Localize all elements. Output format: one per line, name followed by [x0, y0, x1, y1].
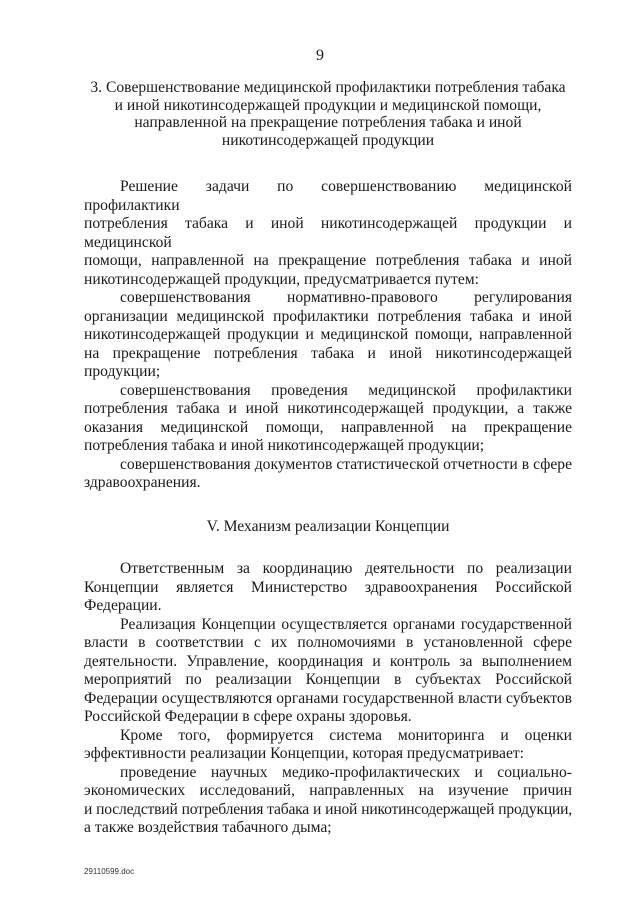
- paragraph-line: потребления табака и иной никотинсодержащей продукции и медицинской: [84, 215, 572, 251]
- paragraph: [84, 560, 572, 616]
- paragraph-line: помощи, направленной на прекращение потребления табака и иной: [84, 252, 572, 269]
- paragraph-line: Ответственным за координацию деятельности по реализации: [120, 560, 572, 577]
- paragraph-line: деятельности. Управление, координация и контроль за выполнением: [84, 652, 572, 670]
- paragraph: [84, 727, 572, 764]
- paragraph: [84, 289, 572, 382]
- heading-line: направленной на прекращение потребления табака и иной: [134, 114, 522, 131]
- page-content: [84, 79, 572, 838]
- paragraph-line: потребления табака и иной никотинсодержащей продукции;: [84, 437, 485, 454]
- paragraph-line: совершенствования проведения медицинской профилактики: [120, 381, 572, 399]
- paragraph-line: власти в соответствии с их полномочиями в установленной сфере: [84, 634, 572, 651]
- paragraph-line: совершенствования нормативно-правового регулирования: [120, 289, 572, 306]
- heading-line: 3. Совершенствование медицинской профилактики потребления табака: [90, 79, 566, 96]
- paragraph: [84, 456, 572, 493]
- paragraph-line: потребления табака и иной никотинсодержащей продукции, а также: [84, 400, 572, 417]
- paragraph: [84, 616, 572, 727]
- page-number: 9: [316, 47, 324, 64]
- paragraph-line: Федерации.: [84, 597, 162, 614]
- heading-line: и иной никотинсодержащей продукции и медицинской помощи,: [114, 96, 542, 114]
- paragraph-line: мероприятий по реализации Концепции в субъектах Российской: [84, 671, 572, 688]
- heading-line: никотинсодержащей продукции: [221, 131, 435, 149]
- paragraph: [84, 764, 572, 838]
- paragraph-line: а также воздействия табачного дыма;: [84, 819, 332, 836]
- paragraph: [84, 178, 572, 289]
- paragraph-line: Концепции является Министерство здравоохранения Российской: [84, 578, 572, 596]
- paragraph-line: Российской Федерации в сфере охраны здоровья.: [84, 708, 412, 725]
- paragraph-line: Кроме того, формируется система мониторинга и оценки: [120, 726, 572, 744]
- paragraph-line: Федерации осуществляются органами государственной власти субъектов: [84, 689, 572, 707]
- paragraph-line: никотинсодержащей продукции, предусматривается путем:: [84, 270, 479, 288]
- paragraph-line: на прекращение потребления табака и иной никотинсодержащей: [84, 344, 572, 362]
- paragraph-line: совершенствования документов статистической отчетности в сфере: [120, 455, 572, 473]
- paragraph-line: эффективности реализации Концепции, которая предусматривает:: [84, 745, 525, 762]
- paragraph: [84, 382, 572, 456]
- paragraph-line: проведение научных медико-профилактических и социально-: [120, 763, 572, 781]
- paragraph-line: оказания медицинской помощи, направленной на прекращение: [84, 418, 572, 436]
- paragraph-line: здравоохранения.: [84, 474, 201, 491]
- paragraph-line: Реализация Концепции осуществляется органами государственной: [120, 615, 572, 633]
- paragraph-line: организации медицинской профилактики потребления табака и иной: [84, 307, 572, 325]
- section-5-heading: V. Механизм реализации Концепции: [206, 517, 450, 535]
- paragraph-line: экономических исследований, направленных на изучение причин: [84, 782, 572, 799]
- paragraph-line: и последствий потребления табака и иной никотинсодержащей продукции,: [84, 800, 572, 818]
- paragraph-line: никотинсодержащей продукции и медицинской помощи, направленной: [84, 326, 572, 343]
- paragraph-line: продукции;: [84, 363, 161, 380]
- document-filename-footer: 29110599.doc: [84, 867, 135, 876]
- paragraph-line: Решение задачи по совершенствованию медицинской профилактики: [84, 178, 572, 214]
- section-3-heading: [84, 79, 572, 149]
